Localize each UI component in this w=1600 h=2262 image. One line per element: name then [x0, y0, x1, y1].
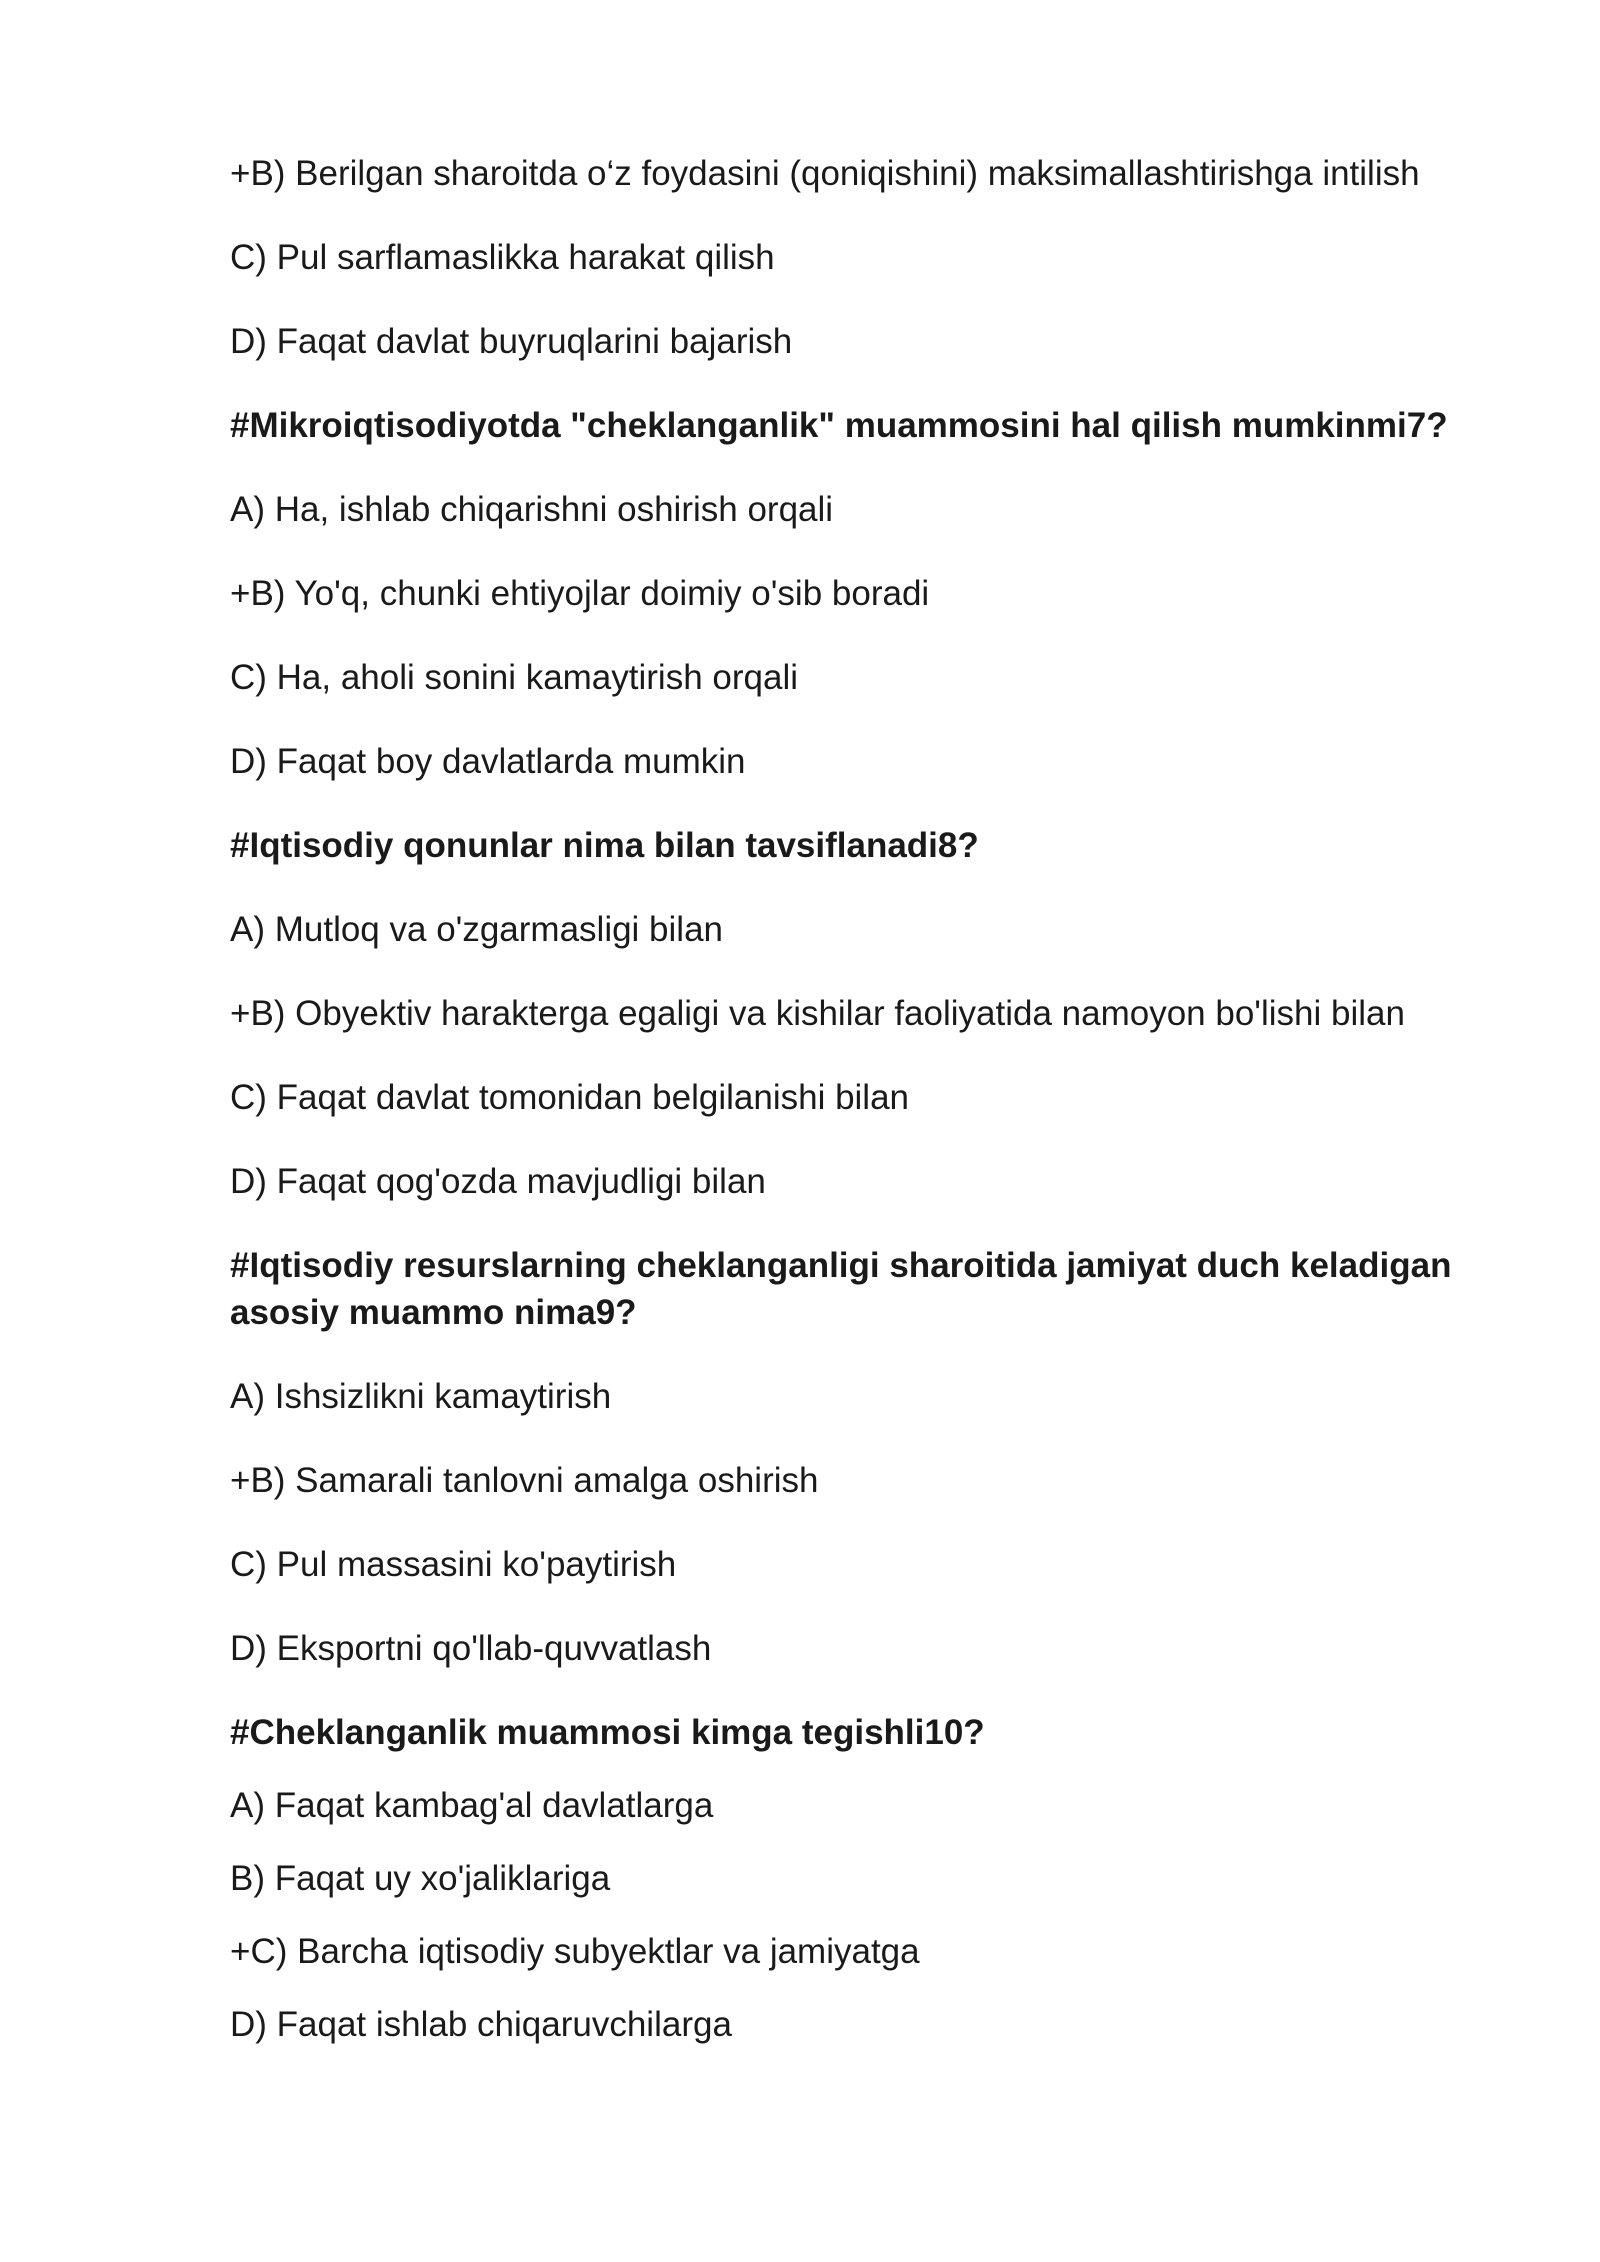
option-d-q8: D) Faqat qog'ozda mavjudligi bilan: [230, 1162, 766, 1201]
option-c-q7: C) Ha, aholi sonini kamaytirish orqali: [230, 658, 798, 697]
question-9: #Iqtisodiy resurslarning cheklanganligi sharoitida jamiyat duch keladigan asosiy muammo nima9?: [230, 1246, 1452, 1332]
document-page: [230, 150, 1490, 2048]
option-c-q6: C) Pul sarflamaslikka harakat qilish: [230, 238, 775, 277]
option-b-q9: +B) Samarali tanlovni amalga oshirish: [230, 1461, 819, 1500]
option-b-q10: B) Faqat uy xo'jaliklariga: [230, 1859, 611, 1898]
option-b-q6: +B) Berilgan sharoitda o‘z foydasini (qoniqishini) maksimallashtirishga intilish: [230, 154, 1420, 193]
question-8: #Iqtisodiy qonunlar nima bilan tavsiflanadi8?: [230, 826, 979, 865]
question-7: #Mikroiqtisodiyotda "cheklanganlik" muammosini hal qilish mumkinmi7?: [230, 406, 1448, 445]
option-b-q7: +B) Yo'q, chunki ehtiyojlar doimiy o'sib boradi: [230, 574, 930, 613]
option-a-q8: A) Mutloq va o'zgarmasligi bilan: [230, 910, 724, 949]
option-c-q10: +C) Barcha iqtisodiy subyektlar va jamiyatga: [230, 1932, 920, 1971]
option-d-q10: D) Faqat ishlab chiqaruvchilarga: [230, 2005, 732, 2044]
option-c-q9: C) Pul massasini ko'paytirish: [230, 1545, 677, 1584]
option-d-q6: D) Faqat davlat buyruqlarini bajarish: [230, 322, 793, 361]
option-c-q8: C) Faqat davlat tomonidan belgilanishi bilan: [230, 1078, 910, 1117]
option-b-q8: +B) Obyektiv harakterga egaligi va kishilar faoliyatida namoyon bo'lishi bilan: [230, 994, 1405, 1033]
option-a-q7: A) Ha, ishlab chiqarishni oshirish orqali: [230, 490, 834, 529]
option-a-q9: A) Ishsizlikni kamaytirish: [230, 1377, 612, 1416]
option-d-q7: D) Faqat boy davlatlarda mumkin: [230, 742, 746, 781]
option-d-q9: D) Eksportni qo'llab-quvvatlash: [230, 1629, 712, 1668]
question-10: #Cheklanganlik muammosi kimga tegishli10?: [230, 1713, 985, 1752]
option-a-q10: A) Faqat kambag'al davlatlarga: [230, 1786, 714, 1825]
